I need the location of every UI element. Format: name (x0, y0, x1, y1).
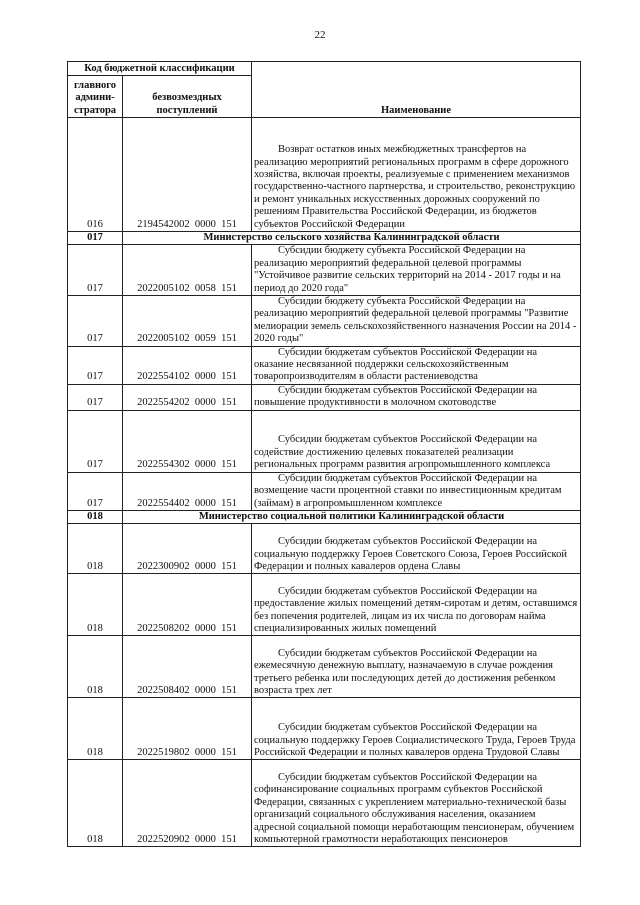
admin-code-cell: 017 (68, 384, 123, 410)
name-cell (252, 296, 581, 347)
revenue-code-cell: 2022554302 0000 151 (123, 410, 252, 472)
table-row (68, 574, 581, 636)
name-text: Субсидии бюджетам субъектов Российской Федерации на содействие достижению целевых показателей реализации региональных программ развития агропромышленного комплекса (254, 434, 551, 471)
admin-code-cell: 017 (68, 410, 123, 472)
name-cell (252, 118, 581, 232)
budget-classification-table (67, 61, 581, 847)
revenue-code-cell: 2022508402 0000 151 (123, 636, 252, 698)
admin-code-cell: 017 (68, 232, 123, 245)
name-text: Субсидии бюджетам субъектов Российской Федерации на ежемесячную денежную выплату, назначаемую в случае рождения третьего ребенка или последующих детей до достижения ребенком возраста трех лет (254, 647, 556, 696)
table-row (68, 296, 581, 347)
revenue-code-cell: 2022554202 0000 151 (123, 384, 252, 410)
revenue-code-cell: 2194542002 0000 151 (123, 118, 252, 232)
revenue-code-cell: 2022520902 0000 151 (123, 760, 252, 847)
table-row (68, 346, 581, 384)
name-cell (252, 346, 581, 384)
table-row (68, 636, 581, 698)
section-title: Министерство сельского хозяйства Калининградской области (123, 232, 581, 245)
name-text: Субсидии бюджетам субъектов Российской Федерации на оказание несвязанной поддержки сельскохозяйственным товаропроизводителям в области растениеводства (254, 346, 538, 383)
name-cell (252, 410, 581, 472)
page-number: 22 (314, 29, 326, 41)
admin-code-cell: 018 (68, 510, 123, 523)
revenue-code-cell: 2022554102 0000 151 (123, 346, 252, 384)
admin-code-cell: 017 (68, 296, 123, 347)
revenue-code-cell: 2022005102 0059 151 (123, 296, 252, 347)
header-admin: главного админи-стратора (68, 76, 123, 118)
header-group: Код бюджетной классификации (68, 62, 252, 76)
name-cell (252, 574, 581, 636)
name-cell (252, 760, 581, 847)
header-name: Наименование (252, 62, 581, 118)
admin-code-cell: 017 (68, 346, 123, 384)
name-cell (252, 245, 581, 296)
table-row (68, 524, 581, 574)
admin-code-cell: 018 (68, 636, 123, 698)
table-row (68, 118, 581, 232)
table-row (68, 472, 581, 510)
name-cell (252, 636, 581, 698)
name-text: Субсидии бюджету субъекта Российской Федерации на реализацию мероприятий федеральной целевой программы "Развитие мелиорации земель сельскохозяйственного назначения России на 2014 - 2020 годы" (254, 296, 577, 345)
name-text: Субсидии бюджету субъекта Российской Федерации на реализацию мероприятий федеральной целевой программы "Устойчивое развитие сельских территорий на 2014 - 2017 годы и на период до 2020 года" (254, 245, 561, 294)
table-row (68, 410, 581, 472)
section-row (68, 232, 581, 245)
admin-code-cell: 016 (68, 118, 123, 232)
admin-code-cell: 018 (68, 698, 123, 760)
admin-code-cell: 017 (68, 472, 123, 510)
table-row (68, 698, 581, 760)
name-cell (252, 472, 581, 510)
name-text: Субсидии бюджетам субъектов Российской Федерации на предоставление жилых помещений детям-сиротам и детям, оставшимся без попечения родителей, лицам из их числа по договорам найма специализированных жилых помещений (254, 585, 578, 634)
admin-code-cell: 018 (68, 524, 123, 574)
header-code: безвозмездных поступлений (123, 76, 252, 118)
name-text: Субсидии бюджетам субъектов Российской Федерации на социальную поддержку Героев Социалистического Труда, Героев Труда Российской Федерации и полных кавалеров ордена Трудовой Славы (254, 722, 576, 758)
revenue-code-cell: 2022554402 0000 151 (123, 472, 252, 510)
table-row (68, 760, 581, 847)
name-text: Субсидии бюджетам субъектов Российской Федерации на софинансирование социальных программ субъектов Российской Федерации, связанных с укреплением материально-технической базы организаций социального обслуживания населения, оказанием адресной социальной помощи неработающим пенсионерам, обучением компьютерной грамотности неработающих пенсионеров (254, 771, 575, 845)
admin-code-cell: 018 (68, 574, 123, 636)
section-row (68, 510, 581, 523)
table-row (68, 384, 581, 410)
revenue-code-cell: 2022508202 0000 151 (123, 574, 252, 636)
revenue-code-cell: 2022300902 0000 151 (123, 524, 252, 574)
admin-code-cell: 017 (68, 245, 123, 296)
name-text: Субсидии бюджетам субъектов Российской Федерации на социальную поддержку Героев Советского Союза, Героев Российской Федерации и полных кавалеров ордена Славы (254, 536, 567, 572)
name-text: Возврат остатков иных межбюджетных трансфертов на реализацию мероприятий региональных программ в сфере дорожного хозяйства, включая проекты, реализуемые с применением механизмов государственно-частного партнерства, и строительство, реконструкцию и ремонт уникальных искусственных дорожных сооружений по решениям Правительства Российской Федерации, из бюджетов субъектов Российской Федерации (254, 144, 576, 230)
table-body (68, 118, 581, 847)
name-text: Субсидии бюджетам субъектов Российской Федерации на повышение продуктивности в молочном скотоводстве (254, 384, 538, 409)
revenue-code-cell: 2022005102 0058 151 (123, 245, 252, 296)
name-cell (252, 524, 581, 574)
name-cell (252, 384, 581, 410)
admin-code-cell: 018 (68, 760, 123, 847)
table-row (68, 245, 581, 296)
section-title: Министерство социальной политики Калининградской области (123, 510, 581, 523)
name-cell (252, 698, 581, 760)
revenue-code-cell: 2022519802 0000 151 (123, 698, 252, 760)
name-text: Субсидии бюджетам субъектов Российской Федерации на возмещение части процентной ставки по инвестиционным кредитам (займам) в агропромышленном комплексе (254, 472, 562, 509)
